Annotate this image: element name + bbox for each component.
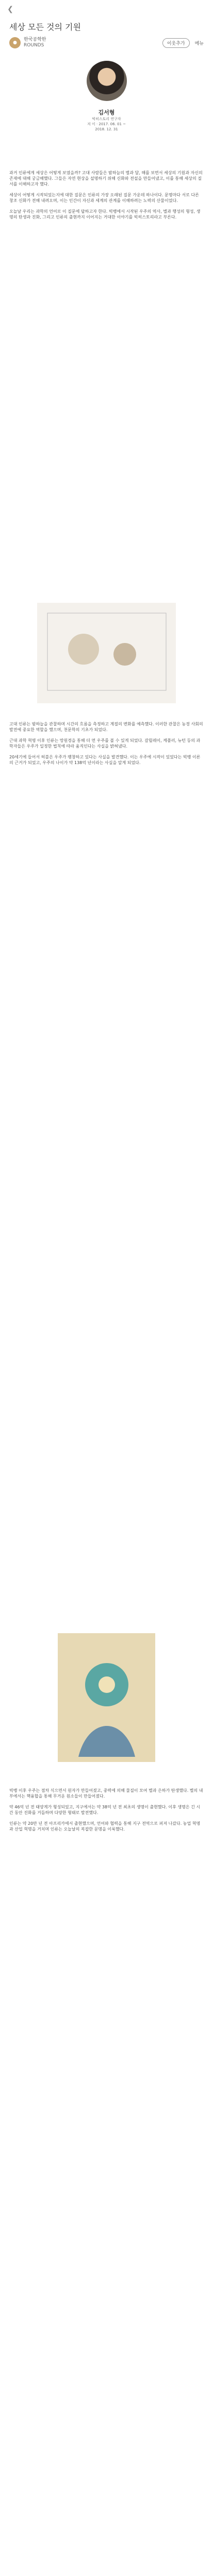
figure-sketch-1 [37,603,176,703]
header-actions [162,38,204,48]
section-a [9,721,204,771]
paragraph: 오늘날 우리는 과학의 언어로 이 질문에 답하고자 한다. 빅뱅에서 시작된 우주의 역사, 별과 행성의 형성, 생명의 탄생과 진화, 그리고 인류의 출현까지 이어지는 거대한 이야기를 빅히스토리라고 부른다. [9,209,201,219]
follow-button[interactable]: 이웃추가 [162,38,190,48]
brand-sub: ROUNDS [24,43,44,48]
author-meta-line: 저 이 · 2017. 06. 01 ~ [87,122,126,126]
paragraph: 약 46억 년 전 태양계가 형성되었고, 지구에서는 약 38억 년 전 최초의 생명이 출현했다. 이후 생명은 긴 시간 동안 진화를 거듭하며 다양한 형태로 발전했다. [9,1805,201,1815]
author-avatar [87,61,127,101]
paragraph: 근대 과학 혁명 이후 인류는 망원경을 통해 더 먼 우주를 볼 수 있게 되었다. 갈릴레이, 케플러, 뉴턴 등의 과학자들은 우주가 일정한 법칙에 따라 움직인다는 사실을 밝혀냈다. [9,738,201,749]
figure-shape [68,634,99,665]
top-bar [0,0,213,19]
chevron-left-icon[interactable]: ❮ [7,5,13,13]
author-meta [0,116,213,132]
brand-logo[interactable]: ● [9,37,21,48]
paragraph: 인류는 약 20만 년 전 아프리카에서 출현했으며, 언어와 협력을 통해 지구 전역으로 퍼져 나갔다. 농업 혁명과 산업 혁명을 거치며 인류는 오늘날의 복잡한 문명을 이룩했다. [9,1821,201,1832]
section-b [9,1788,204,1837]
figure-shape [99,1676,115,1693]
author-meta-line: 2018. 12. 31 [95,127,118,131]
menu-button[interactable]: 메뉴 [194,41,204,46]
post-title: 세상 모든 것의 기원 [9,22,81,32]
figure-illustration-2 [58,1633,155,1762]
paragraph: 고대 인류는 밤하늘을 관찰하며 시간의 흐름을 측정하고 계절의 변화를 예측했다. 이러한 관찰은 농경 사회의 발전에 중요한 역할을 했으며, 천문학의 기초가 되었다. [9,722,203,732]
brand-info [24,37,46,48]
post-header [9,36,204,49]
paragraph: 세상이 어떻게 시작되었는지에 대한 질문은 인류의 가장 오래된 질문 가운데 하나이다. 문명마다 서로 다른 창조 신화가 전해 내려오며, 이는 인간이 자신과 세계의 관계를 이해하려는 노력의 산물이었다. [9,193,199,203]
author-meta-line: 빅히스토리 연구자 [92,117,121,121]
paragraph: 20세기에 들어서 허블은 우주가 팽창하고 있다는 사실을 발견했다. 이는 우주에 시작이 있었다는 빅뱅 이론의 근거가 되었고, 우주의 나이가 약 138억 년이라는 사실을 알게 되었다. [9,755,201,765]
intro-section [9,170,204,225]
paragraph: 과거 인류에게 세상은 어떻게 보였을까? 고대 사람들은 밤하늘의 별과 달, 해를 보면서 세상의 기원과 자신의 존재에 대해 궁금해했다. 그들은 자연 현상을 설명하기 위해 신화와 전설을 만들어냈고, 이를 통해 세상의 질서를 이해하고자 했다. [9,171,203,187]
author-name: 김서형 [98,109,115,116]
figure-background [37,603,176,703]
figure-shape [113,643,136,666]
brand-name: 한국공학한 [24,37,46,42]
paragraph: 빅뱅 이후 우주는 점차 식으면서 원자가 만들어졌고, 중력에 의해 물질이 모여 별과 은하가 탄생했다. 별의 내부에서는 핵융합을 통해 무거운 원소들이 만들어졌다. [9,1788,203,1799]
